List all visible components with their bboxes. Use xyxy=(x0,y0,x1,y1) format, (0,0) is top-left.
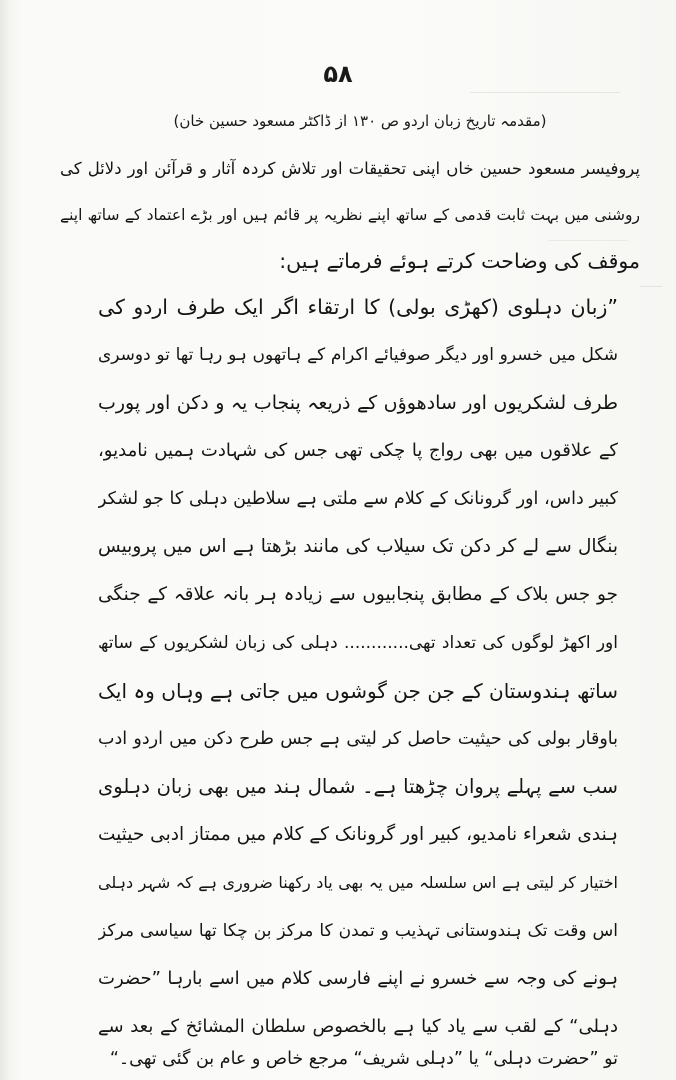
intro-line: روشنی میں بہت ثابت قدمی کے ساتھ اپنے نظریہ پر قائم ہیں اور بڑے اعتماد کے ساتھ اپنے xyxy=(60,206,640,224)
show-through-marks xyxy=(640,286,662,295)
show-through-marks xyxy=(470,92,620,103)
quote-line: باوقار بولی کی حیثیت حاصل کر لیتی ہے جس طرح دکن میں اردو ادب xyxy=(98,729,618,749)
quote-line: طرف لشکریوں اور سادھوؤں کے ذریعہ پنجاب یہ و دکن اور پورب xyxy=(98,392,618,414)
intro-line: موقف کی وضاحت کرتے ہوئے فرماتے ہیں: xyxy=(279,249,640,273)
quote-line: تو ”حضرت دہلی“ یا ”دہلی شریف“ مرجع خاص و عام بن گئی تھی۔“ xyxy=(109,1049,618,1069)
quote-line: ہونے کی وجہ سے خسرو نے اپنے فارسی کلام میں اسے بارہا ”حضرت xyxy=(98,968,618,989)
quote-line: اور اکھڑ لوگوں کی تعداد تھی............ دہلی کی زبان لشکریوں کے ساتھ xyxy=(98,633,618,653)
quote-line: جو جس بلاک کے مطابق پنجابیوں سے زیادہ ہر بانہ علاقہ کے جنگی xyxy=(98,584,618,605)
quote-line: ”زبان دہلوی (کھڑی بولی) کا ارتقاء اگر ایک طرف اردو کی xyxy=(98,295,618,319)
page-number: ۵۸ xyxy=(323,60,353,88)
quote-line: ساتھ ہندوستان کے جن جن گوشوں میں جاتی ہے وہاں وہ ایک xyxy=(98,679,618,703)
quote-line: ہندی شعراء نامدیو، کبیر اور گرونانک کے کلام میں ممتاز ادبی حیثیت xyxy=(98,824,618,845)
quote-line: سب سے پہلے پروان چڑھتا ہے۔ شمال ہند میں بھی زبان دہلوی xyxy=(98,775,618,798)
intro-line: پروفیسر مسعود حسین خاں اپنی تحقیقات اور تلاش کردہ آثار و قرآئن اور دلائل کی xyxy=(60,159,640,178)
quote-line: کبیر داس، اور گرونانک کے کلام سے ملتی ہے سلاطین دہلی کا جو لشکر xyxy=(98,489,618,509)
running-header: (مقدمہ تاریخ زبان اردو ص ۱۳۰ از ڈاکٹر مسعود حسین خان) xyxy=(173,112,547,130)
quote-line: کے علاقوں میں بھی رواج پا چکی تھی جس کی شہادت ہمیں نامدیو، xyxy=(98,440,618,461)
quote-line: بنگال سے لے کر دکن تک سیلاب کی مانند بڑھتا ہے اس میں پروبیس xyxy=(98,536,618,557)
quote-line: اختیار کر لیتی ہے اس سلسلہ میں یہ بھی یاد رکھنا ضروری ہے کہ شہر دہلی xyxy=(98,873,618,892)
quote-line: اس وقت تک ہندوستانی تہذیب و تمدن کا مرکز بن چکا تھا سیاسی مرکز xyxy=(98,921,618,941)
quote-line: دہلی“ کے لقب سے یاد کیا ہے بالخصوص سلطان المشائخ کے بعد سے xyxy=(98,1016,618,1037)
quote-line: شکل میں خسرو اور دیگر صوفیائے اکرام کے ہاتھوں ہو رہا تھا تو دوسری xyxy=(98,345,618,365)
